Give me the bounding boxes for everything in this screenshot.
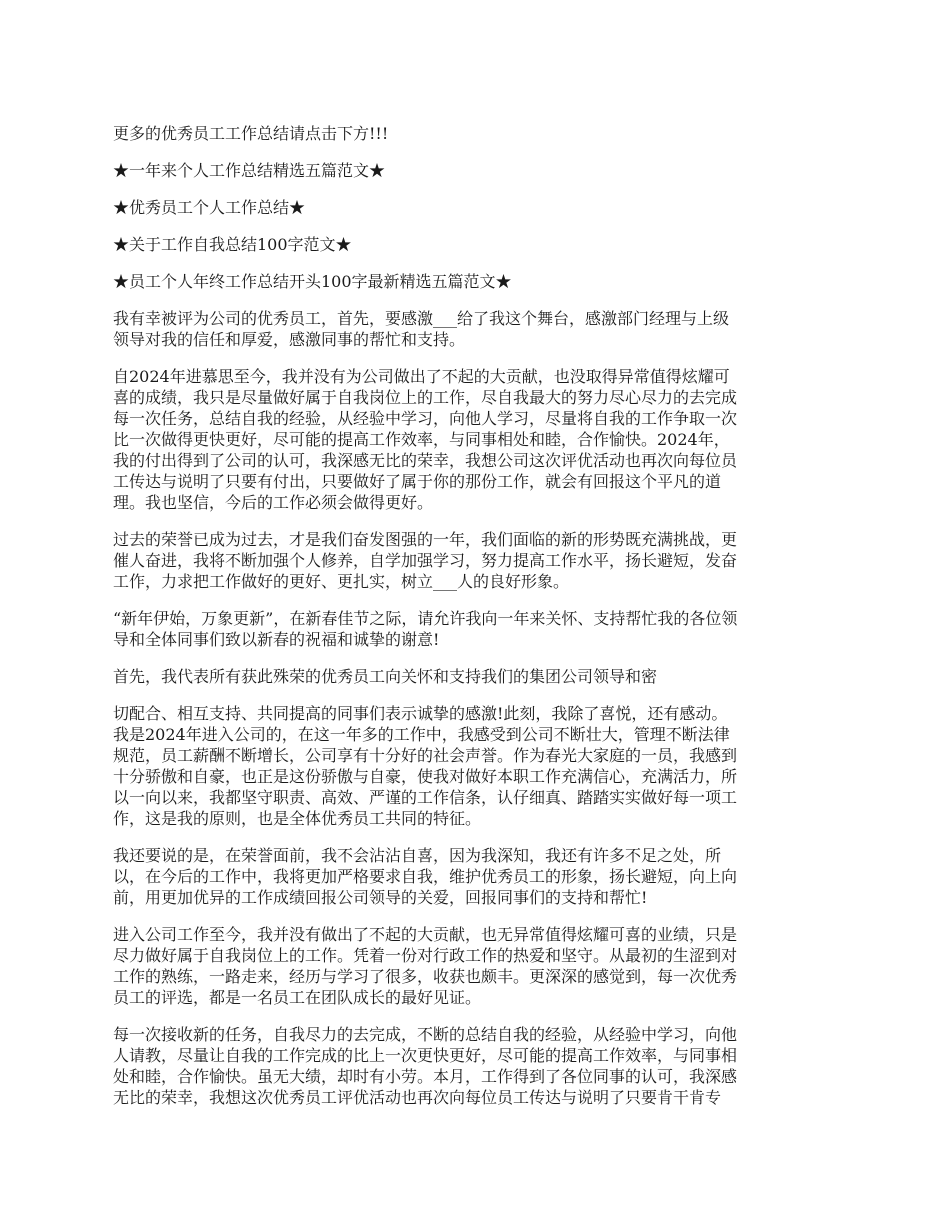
document-page	[113, 123, 841, 1124]
paragraph-line: 首先，我代表所有获此殊荣的优秀员工向关怀和支持我们的集团公司领导和密	[113, 667, 658, 686]
paragraph-line: 尽力做好属于自我岗位上的工作。凭着一份对行政工作的热爱和坚守。从最初的生涩到对	[113, 946, 738, 965]
paragraph	[113, 366, 841, 513]
paragraph-line: 导和全体同事们致以新春的祝福和诚挚的谢意!	[113, 630, 440, 649]
paragraph-line: 过去的荣誉已成为过去，才是我们奋发图强的一年，我们面临的新的形势既充满挑战，更	[113, 530, 738, 549]
paragraph-line: 无比的荣幸，我想这次优秀员工评优活动也再次向每位员工传达与说明了只要肯干肯专	[113, 1088, 722, 1107]
paragraph	[113, 308, 841, 350]
paragraph-line: 以一向以来，我都坚守职责、高效、严谨的工作信条，认仔细真、踏踏实实做好每一项工	[113, 788, 738, 807]
paragraph-line: 员工的评选，都是一名员工在团队成长的最好见证。	[113, 988, 482, 1007]
paragraph-line: 催人奋进，我将不断加强个人修养，自学加强学习，努力提高工作水平，扬长避短，发奋	[113, 551, 738, 570]
link-item[interactable]: ★一年来个人工作总结精选五篇范文★	[113, 161, 386, 180]
paragraph-line: 切配合、相互支持、共同提高的同事们表示诚挚的感激!此刻，我除了喜悦，还有感动。	[113, 704, 728, 723]
paragraph	[113, 529, 841, 592]
paragraph-line: 工作的熟练，一路走来，经历与学习了很多，收获也颇丰。更深深的感觉到，每一次优秀	[113, 967, 738, 986]
link-item[interactable]: ★关于工作自我总结100字范文★	[113, 235, 352, 254]
paragraph-line: 进入公司工作至今，我并没有做出了不起的大贡献，也无异常值得炫耀可喜的业绩，只是	[113, 925, 738, 944]
paragraph-line: 自2024年进慕思至今，我并没有为公司做出了不起的大贡献，也没取得异常值得炫耀可	[113, 367, 730, 386]
paragraph-line: 我有幸被评为公司的优秀员工，首先，要感激___给了我这个舞台，感激部门经理与上级	[113, 309, 730, 328]
paragraph-line: 比一次做得更快更好，尽可能的提高工作效率，与同事相处和睦，合作愉快。2024年，	[113, 430, 730, 449]
paragraph-line: 人请教，尽量让自我的工作完成的比上一次更快更好，尽可能的提高工作效率，与同事相	[113, 1046, 738, 1065]
paragraph-line: 我还要说的是，在荣誉面前，我不会沾沾自喜，因为我深知，我还有许多不足之处，所	[113, 846, 722, 865]
paragraph-line: 十分骄傲和自豪，也正是这份骄傲与自豪，使我对做好本职工作充满信心，充满活力，所	[113, 767, 738, 786]
paragraph-line: 喜的成绩，我只是尽量做好属于自我岗位上的工作，尽自我最大的努力尽心尽力的去完成	[113, 388, 738, 407]
paragraph-line: 工传达与说明了只要有付出，只要做好了属于你的那份工作，就会有回报这个平凡的道	[113, 472, 722, 491]
paragraph-line: 处和睦，合作愉快。虽无大绩，却时有小劳。本月，工作得到了各位同事的认可，我深感	[113, 1067, 738, 1086]
paragraph-line: 工作，力求把工作做好的更好、更扎实，树立___人的良好形象。	[113, 572, 570, 591]
paragraph-line: 每一次任务，总结自我的经验，从经验中学习，向他人学习，尽量将自我的工作争取一次	[113, 409, 738, 428]
paragraph-line: 我是2024年进入公司的，在这一年多的工作中，我感受到公司不断壮大，管理不断法律	[113, 725, 730, 744]
intro-link-text: 更多的优秀员工工作总结请点击下方!!!	[113, 124, 389, 143]
paragraph	[113, 845, 841, 908]
paragraph-line: 作，这是我的原则，也是全体优秀员工共同的特征。	[113, 809, 482, 828]
paragraph-line: 以，在今后的工作中，我将更加严格要求自我，维护优秀员工的形象，扬长避短，向上向	[113, 867, 738, 886]
paragraph-line: “新年伊始，万象更新”，在新春佳节之际，请允许我向一年来关怀、支持帮忙我的各位领	[113, 609, 738, 628]
paragraph	[113, 924, 841, 1008]
paragraph	[113, 703, 841, 829]
link-item[interactable]: ★员工个人年终工作总结开头100字最新精选五篇范文★	[113, 272, 512, 291]
paragraph	[113, 1024, 841, 1108]
paragraph-line: 前，用更加优异的工作成绩回报公司领导的关爱，回报同事们的支持和帮忙!	[113, 888, 648, 907]
paragraph-line: 我的付出得到了公司的认可，我深感无比的荣幸，我想公司这次评优活动也再次向每位员	[113, 451, 738, 470]
paragraph	[113, 666, 841, 687]
paragraph-line: 规范，员工薪酬不断增长，公司享有十分好的社会声誉。作为春光大家庭的一员，我感到	[113, 746, 738, 765]
paragraph	[113, 608, 841, 650]
link-item[interactable]: ★优秀员工个人工作总结★	[113, 198, 306, 217]
paragraph-line: 领导对我的信任和厚爱，感激同事的帮忙和支持。	[113, 330, 466, 349]
paragraph-line: 理。我也坚信，今后的工作必须会做得更好。	[113, 493, 434, 512]
paragraph-line: 每一次接收新的任务，自我尽力的去完成，不断的总结自我的经验，从经验中学习，向他	[113, 1025, 738, 1044]
